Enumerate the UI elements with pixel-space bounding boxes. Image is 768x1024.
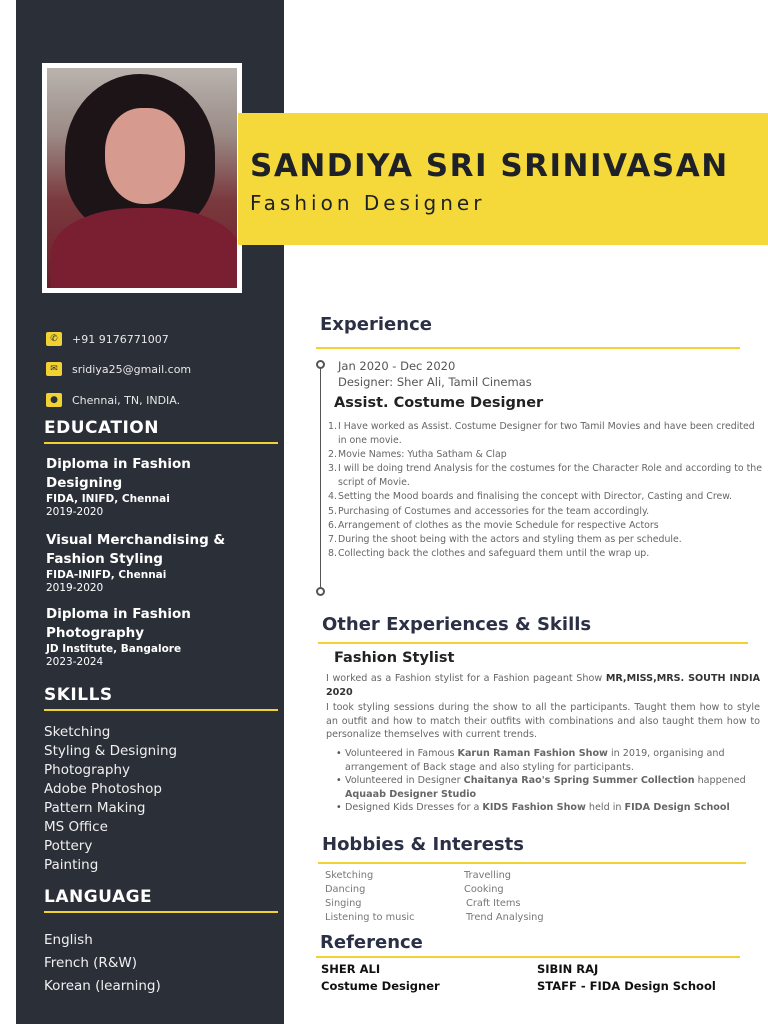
education-years: 2023-2024 xyxy=(46,656,104,668)
education-years: 2019-2020 xyxy=(46,506,104,518)
list-item: 8. Collecting back the clothes and safeguard them until the wrap up. xyxy=(328,547,650,559)
reference-heading: Reference xyxy=(320,932,423,953)
skill-item: Pottery xyxy=(44,838,93,854)
education-item xyxy=(46,455,191,519)
hobbies-heading: Hobbies & Interests xyxy=(322,834,524,855)
education-school: FIDA, INIFD, Chennai xyxy=(46,493,170,505)
other-experience-heading: Other Experiences & Skills xyxy=(322,614,592,635)
education-years: 2019-2020 xyxy=(46,582,104,594)
education-item xyxy=(46,531,225,595)
reference-2 xyxy=(537,961,716,995)
contact-email xyxy=(46,362,191,376)
education-school: FIDA-INIFD, Chennai xyxy=(46,569,167,581)
skill-item: Sketching xyxy=(44,724,111,740)
stylist-paragraph-2: I took styling sessions during the show to all the participants. Taught them how to style an outfit and how to match their outfits with combinations and also taught them how to personalize themselves with current trends. xyxy=(326,702,760,741)
hobby-item: Cooking xyxy=(464,884,504,895)
phone-icon: ✆ xyxy=(46,332,62,346)
list-item: 6. Arrangement of clothes as the movie Schedule for respective Actors xyxy=(328,519,659,531)
reference-divider xyxy=(316,956,740,958)
education-title-line2: Designing xyxy=(46,475,123,491)
phone-text: +91 9176771007 xyxy=(72,332,169,346)
skill-item: MS Office xyxy=(44,819,108,835)
reference-1 xyxy=(321,961,440,995)
timeline-line xyxy=(320,364,321,590)
hobbies-column-1 xyxy=(325,869,415,925)
language-heading: LANGUAGE xyxy=(44,887,278,913)
education-title-line2: Photography xyxy=(46,625,145,641)
hobbies-column-2 xyxy=(464,869,544,925)
volunteer-list xyxy=(336,747,760,815)
skill-item: Pattern Making xyxy=(44,800,146,816)
experience-divider xyxy=(316,347,740,349)
list-item: 1. I Have worked as Assist. Costume Designer for two Tamil Movies and have been credited in one movie. xyxy=(328,421,755,447)
list-item: 7. During the shoot being with the actors and styling them as per schedule. xyxy=(328,533,682,545)
language-item: English xyxy=(44,932,93,948)
list-item: • Designed Kids Dresses for a KIDS Fashion Show held in FIDA Design School xyxy=(336,802,730,814)
timeline-start-dot xyxy=(316,360,325,369)
education-heading: EDUCATION xyxy=(44,418,278,444)
profile-photo xyxy=(42,63,242,293)
education-title-line2: Fashion Styling xyxy=(46,551,163,567)
other-role: Fashion Stylist xyxy=(334,650,455,666)
email-text: sridiya25@gmail.com xyxy=(72,362,192,376)
education-title-line1: Diploma in Fashion xyxy=(46,606,191,622)
list-item: • Volunteered in Famous Karun Raman Fashion Show in 2019, organising and arrangement of Back stage and also styling for participants. xyxy=(336,748,725,773)
hobby-item: Dancing xyxy=(325,884,366,895)
experience-employer: Designer: Sher Ali, Tamil Cinemas xyxy=(338,375,532,389)
list-item: 3. I will be doing trend Analysis for the costumes for the Character Role and according to the script of Movie. xyxy=(328,463,763,489)
skill-item: Adobe Photoshop xyxy=(44,781,162,797)
envelope-icon: ✉ xyxy=(46,362,62,376)
language-item: French (R&W) xyxy=(44,955,137,971)
skill-item: Painting xyxy=(44,857,99,873)
skill-item: Styling & Designing xyxy=(44,743,178,759)
other-divider xyxy=(318,642,748,644)
timeline-end-dot xyxy=(316,587,325,596)
location-text: Chennai, TN, INDIA. xyxy=(72,393,181,407)
education-title-line1: Diploma in Fashion xyxy=(46,456,191,472)
list-item: 4. Setting the Mood boards and finalising the concept with Director, Casting and Crew. xyxy=(328,491,733,503)
hobby-item: Travelling xyxy=(464,870,511,881)
experience-role: Assist. Costume Designer xyxy=(334,395,544,411)
list-item: 5. Purchasing of Costumes and accessories for the team accordingly. xyxy=(328,505,650,517)
reference-title: STAFF - FIDA Design School xyxy=(537,979,716,993)
list-item: • Volunteered in Designer Chaitanya Rao's Spring Summer Collection happened Aquaab Designer Studio xyxy=(336,775,746,800)
hobby-item: Singing xyxy=(325,898,362,909)
education-title-line1: Visual Merchandising & xyxy=(46,532,226,548)
skills-heading: SKILLS xyxy=(44,685,278,711)
language-item: Korean (learning) xyxy=(44,978,161,994)
list-item: 2. Movie Names: Yutha Satham & Clap xyxy=(328,449,507,461)
language-list xyxy=(44,929,161,998)
hobbies-divider xyxy=(318,862,746,864)
contact-location xyxy=(46,393,180,407)
experience-dates: Jan 2020 - Dec 2020 xyxy=(338,359,456,373)
experience-points xyxy=(328,420,764,561)
reference-name: SHER ALI xyxy=(321,962,381,976)
hobby-item: Trend Analysing xyxy=(466,912,544,923)
job-title: Fashion Designer xyxy=(250,191,486,215)
reference-name: SIBIN RAJ xyxy=(537,962,599,976)
map-pin-icon: ● xyxy=(46,393,62,407)
skill-item: Photography xyxy=(44,762,131,778)
stylist-paragraph-1: I worked as a Fashion stylist for a Fashion pageant Show MR,MISS,MRS. SOUTH INDIA 2020 xyxy=(326,673,761,698)
education-item xyxy=(46,605,191,669)
education-school: JD Institute, Bangalore xyxy=(46,643,182,655)
experience-heading: Experience xyxy=(320,314,432,335)
hobby-item: Listening to music xyxy=(325,912,415,923)
hobby-item: Craft Items xyxy=(466,898,521,909)
hobby-item: Sketching xyxy=(325,870,374,881)
reference-title: Costume Designer xyxy=(321,979,440,993)
contact-phone xyxy=(46,332,169,346)
person-name: SANDIYA SRI SRINIVASAN xyxy=(250,148,729,184)
skills-list xyxy=(44,723,177,875)
